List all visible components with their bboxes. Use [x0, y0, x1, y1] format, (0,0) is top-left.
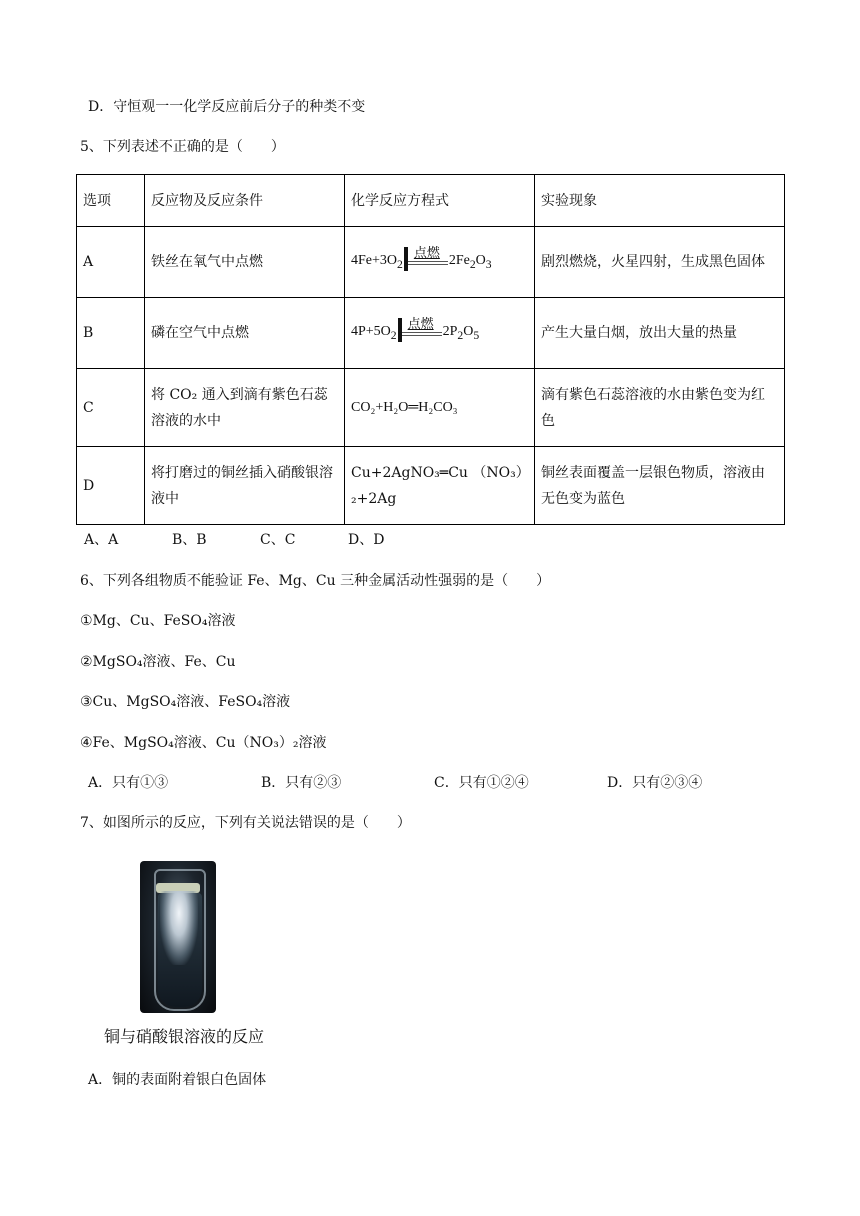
row-option: C [77, 369, 145, 447]
q6-choices [88, 773, 702, 793]
q5-table [76, 174, 785, 525]
row-phenomenon: 剧烈燃烧，火星四射，生成黑色固体 [535, 227, 785, 298]
row-equation: $4P+5O_2$ 点燃 $2P_2O_5$ [345, 298, 535, 369]
row-equation: $4Fe+3O_2$ 点燃 $2Fe_2O_3$ [345, 227, 535, 298]
row-phenomenon: 铜丝表面覆盖一层银色物质，溶液由无色变为蓝色 [535, 447, 785, 525]
row-condition: 将 CO₂ 通入到滴有紫色石蕊溶液的水中 [145, 369, 345, 447]
q4-option-d: D．守恒观一一化学反应前后分子的种类不变 [88, 99, 366, 115]
row-equation: CO₂+H₂O═H₂CO₃ [345, 369, 535, 447]
choice-d[interactable]: D、D [348, 532, 385, 548]
row-condition: 铁丝在氧气中点燃 [145, 227, 345, 298]
copper-silver-nitrate-photo [140, 861, 216, 1013]
row-condition: 磷在空气中点燃 [145, 298, 345, 369]
q6-item-2: ②MgSO₄溶液、Fe、Cu [80, 654, 236, 670]
row-equation: Cu+2AgNO₃═Cu （NO₃）₂+2Ag [345, 447, 535, 525]
row-option: D [77, 447, 145, 525]
table-row [77, 298, 785, 369]
row-option: B [77, 298, 145, 369]
q5-choices [84, 530, 384, 550]
q6-item-3: ③Cu、MgSO₄溶液、FeSO₄溶液 [80, 694, 291, 710]
table-row [77, 227, 785, 298]
q7-choice-a[interactable]: A．铜的表面附着银白色固体 [88, 1072, 267, 1088]
row-condition: 将打磨过的铜丝插入硝酸银溶液中 [145, 447, 345, 525]
q6-stem: 6、下列各组物质不能验证 Fe、Mg、Cu 三种金属活动性强弱的是（ ） [80, 573, 551, 589]
q6-item-4: ④Fe、MgSO₄溶液、Cu（NO₃）₂溶液 [80, 735, 327, 751]
q5-stem: 5、下列表述不正确的是（ ） [80, 139, 285, 155]
reaction-condition-mark: 点燃 [404, 247, 448, 273]
row-phenomenon: 产生大量白烟，放出大量的热量 [535, 298, 785, 369]
row-option: A [77, 227, 145, 298]
silver-crystal [160, 891, 198, 965]
q7-stem: 7、如图所示的反应，下列有关说法错误的是（ ） [80, 815, 411, 831]
choice-b[interactable]: B．只有②③ [261, 775, 342, 791]
choice-a[interactable]: A．只有①③ [88, 775, 169, 791]
photo-caption: 铜与硝酸银溶液的反应 [104, 1027, 265, 1046]
header-option: 选项 [77, 175, 145, 227]
choice-c[interactable]: C．只有①②④ [434, 775, 529, 791]
row-phenomenon: 滴有紫色石蕊溶液的水由紫色变为红色 [535, 369, 785, 447]
choice-d[interactable]: D．只有②③④ [607, 775, 703, 791]
q6-item-1: ①Mg、Cu、FeSO₄溶液 [80, 613, 236, 629]
header-phenomenon: 实验现象 [535, 175, 785, 227]
table-row [77, 447, 785, 525]
choice-c[interactable]: C、C [260, 532, 296, 548]
choice-a[interactable]: A、A [84, 532, 119, 548]
header-condition: 反应物及反应条件 [145, 175, 345, 227]
header-equation: 化学反应方程式 [345, 175, 535, 227]
reaction-condition-mark: 点燃 [398, 318, 442, 344]
table-row [77, 369, 785, 447]
table-header-row [77, 175, 785, 227]
choice-b[interactable]: B、B [172, 532, 207, 548]
